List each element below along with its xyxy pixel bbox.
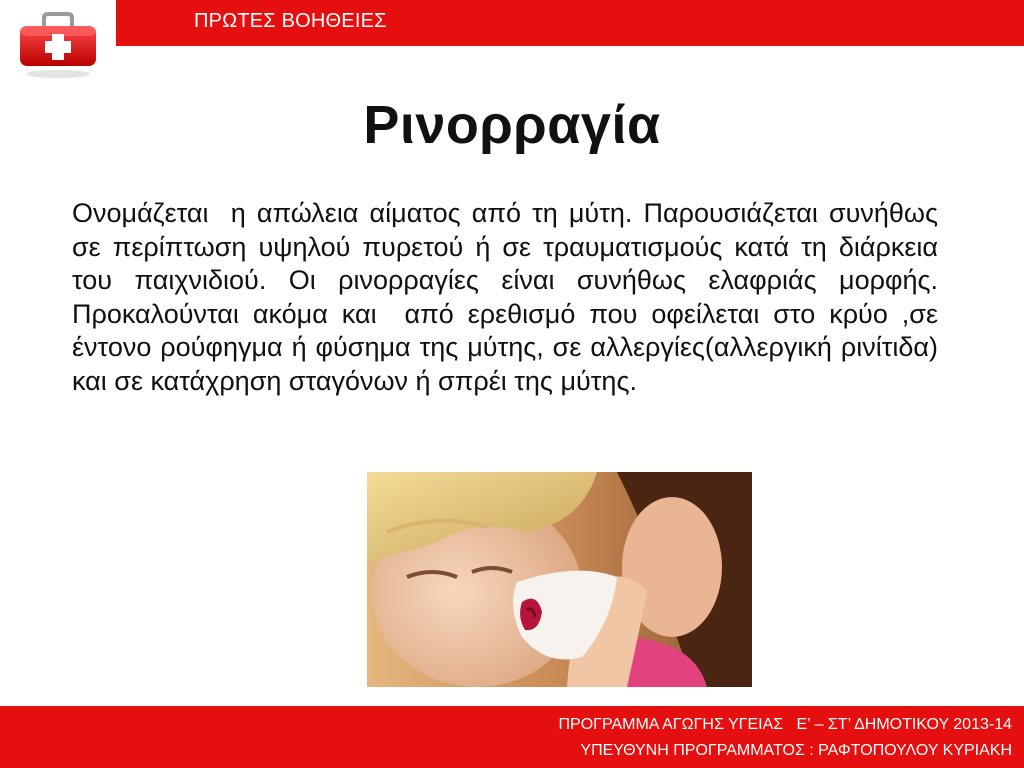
slide-title: Ρινορραγία [363,95,661,155]
footer-program-line: ΠΡΟΓΡΑΜΜΑ ΑΓΩΓΗΣ ΥΓΕΙΑΣ Ε’ – ΣΤ’ ΔΗΜΟΤΙΚΟΥ 2013-14 [558,716,1012,733]
slide-body-text: Ονομάζεται η απώλεια αίματος από τη μύτη. Παρουσιάζεται συνήθως σε περίπτωση υψηλού πυρετού ή σε τραυματισμούς κατά τη διάρκεια του παιχνιδιού. Οι ρινορραγίες είναι συνήθως ελαφριάς μορφής. Προκαλούνται ακόμα και από ερεθισμό που οφείλεται στο κρύο ,σε έντονο ρούφηγμα ή φύσημα της μύτης, σε αλλεργίες(αλλεργική ρινίτιδα) και σε κατάχρηση σταγόνων ή σπρέι της μύτης. [72,198,946,396]
footer-responsible-line: ΥΠΕΥΘΥΝΗ ΠΡΟΓΡΑΜΜΑΤΟΣ : ΡΑΦΤΟΠΟΥΛΟΥ ΚΥΡΙΑΚΗ [580,742,1012,759]
header-band [116,0,1024,46]
header-title: ΠΡΩΤΕΣ ΒΟΗΘΕΙΕΣ [194,10,387,32]
footer-band [0,706,1024,768]
child-nosebleed-photo [367,472,752,687]
first-aid-kit-icon [18,12,98,84]
